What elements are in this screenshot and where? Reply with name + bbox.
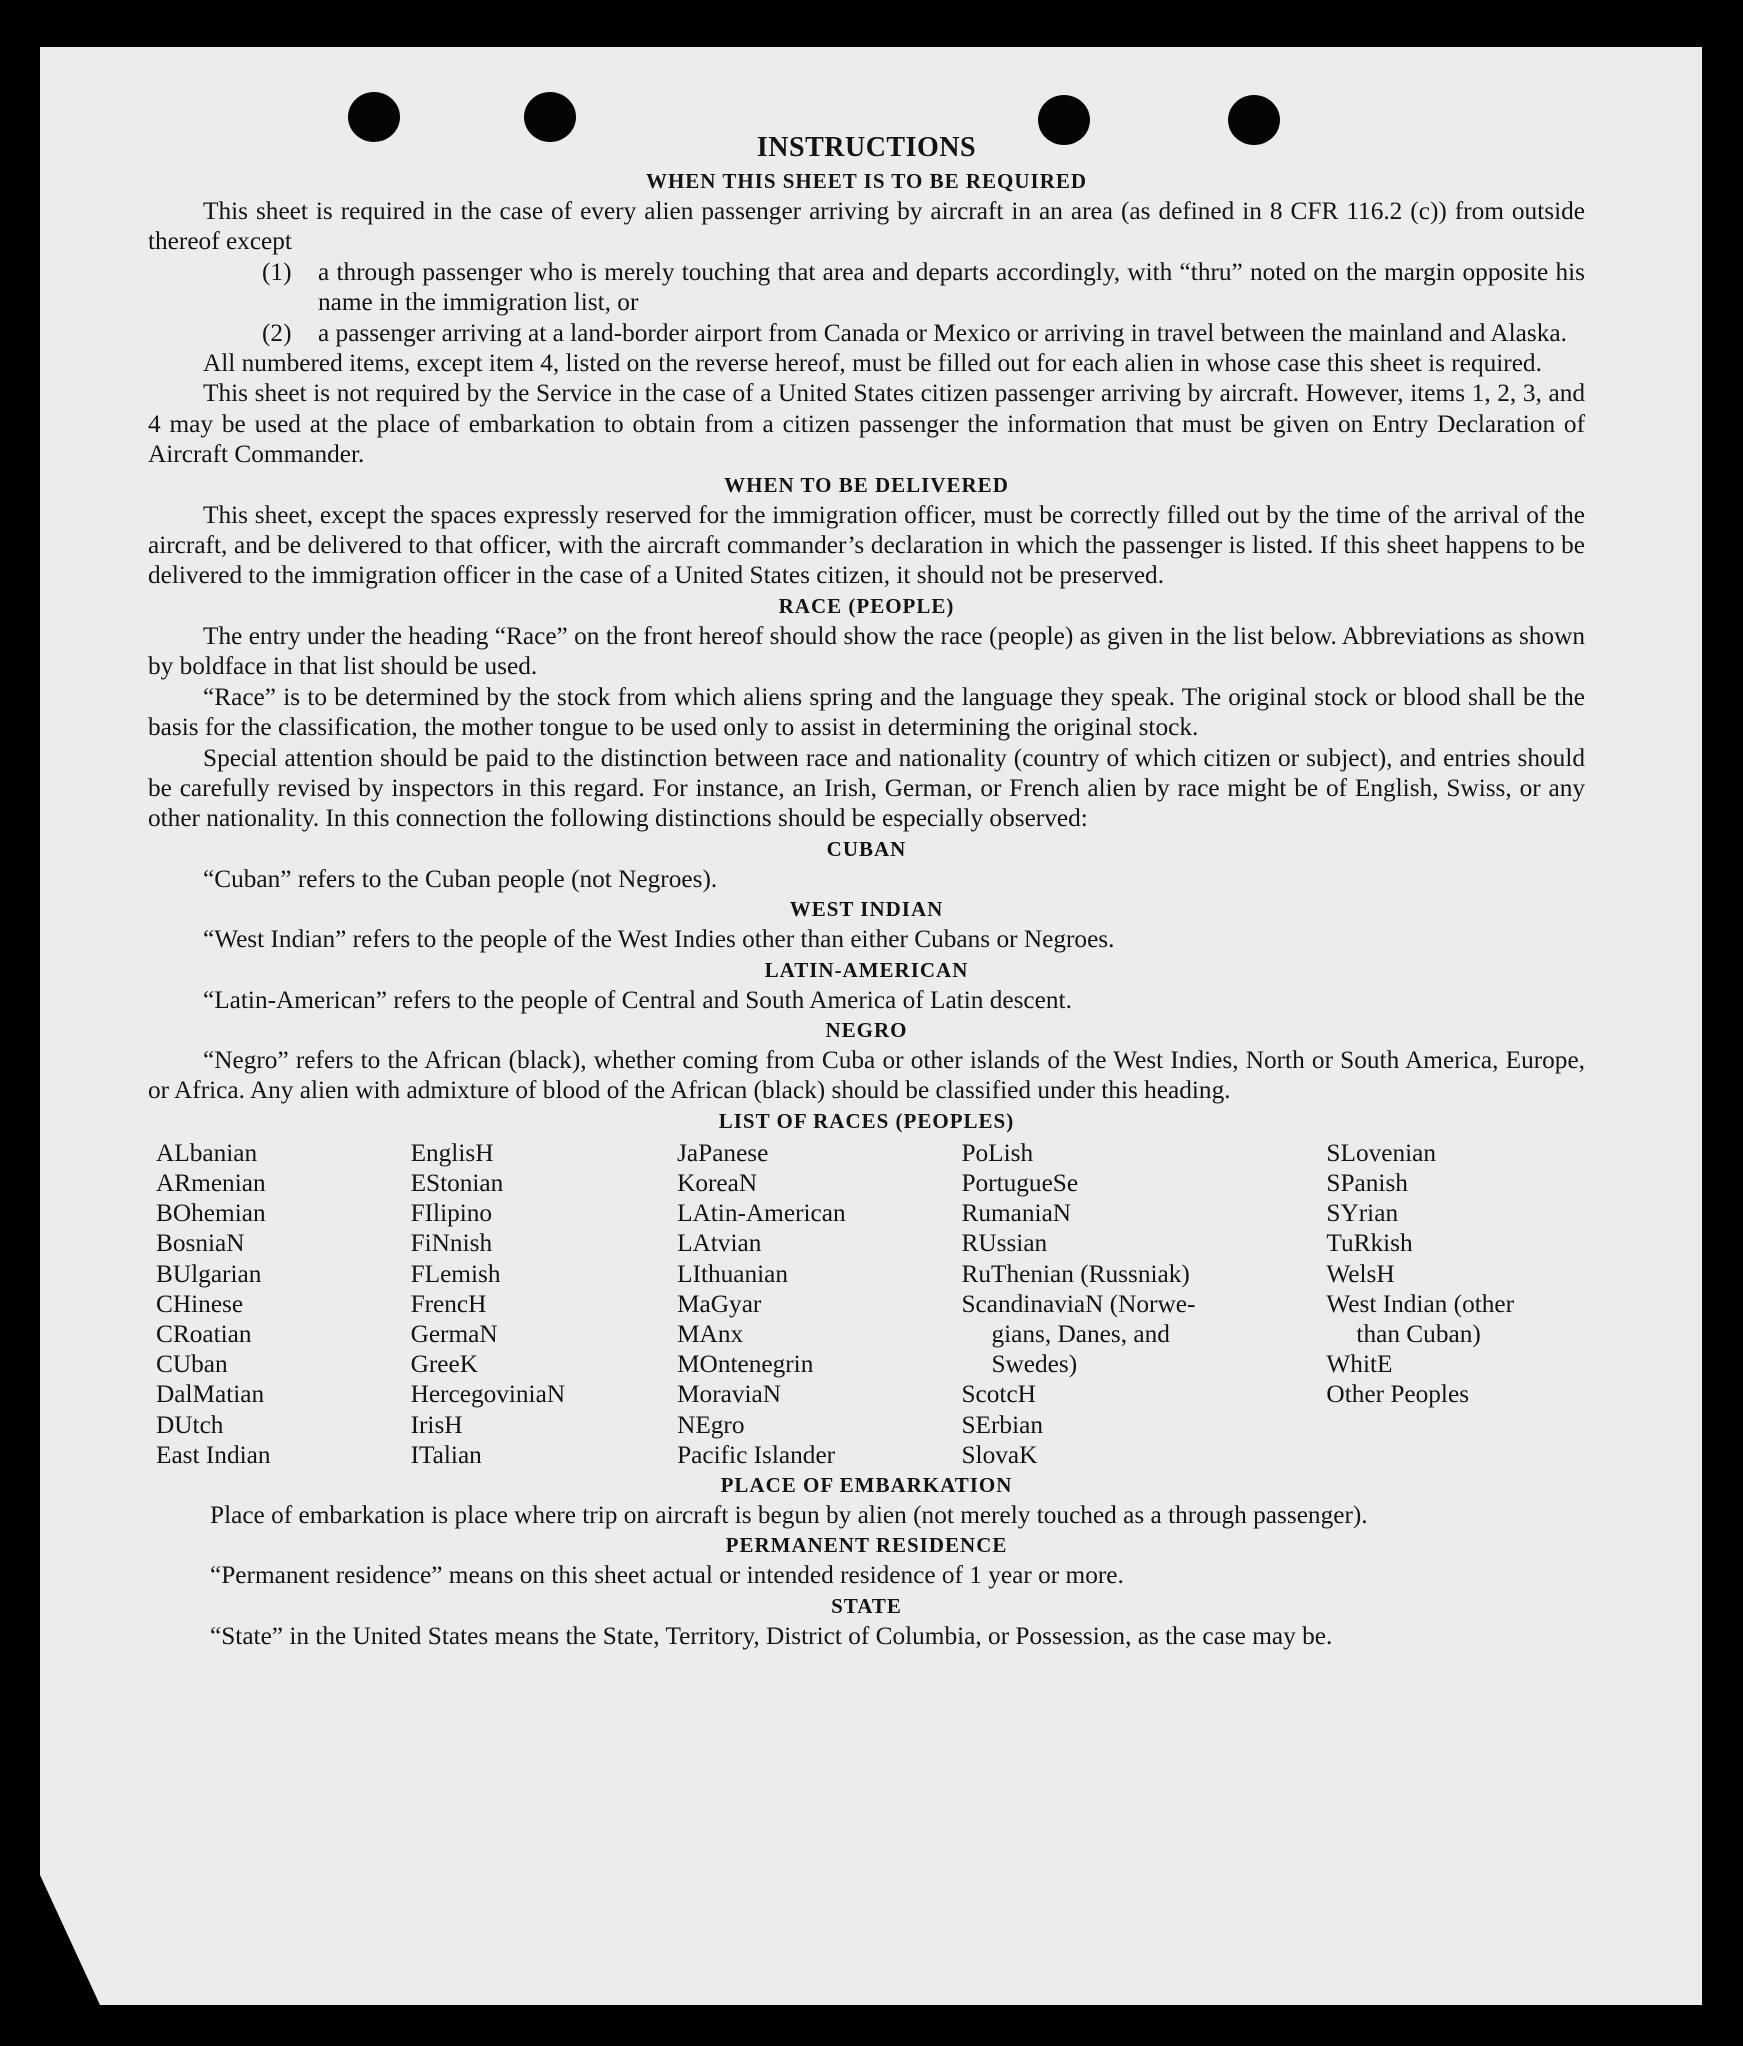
race-entry: SLovenian (1326, 1138, 1437, 1167)
paragraph: This sheet is not required by the Service in the case of a United States citizen passenger arriving by aircraft. However, items 1, 2, 3, and 4 may be used at the place of embarkation to obtain from a citizen passenger the information that must be given on Entry Declaration of Aircraft Commander. (148, 379, 1585, 469)
race-entry: FrencH (410, 1289, 487, 1318)
race-list (148, 1136, 1585, 1470)
paragraph: “Negro” refers to the African (black), whether coming from Cuba or other islands of the West Indies, North or South America, Europe, or Africa. Any alien with admixture of blood of the African (black) should be classified under this heading. (148, 1045, 1585, 1105)
race-entry: East Indian (156, 1440, 271, 1469)
section-heading: LATIN-AMERICAN (764, 957, 969, 982)
paragraph: “West Indian” refers to the people of the West Indies other than either Cubans or Negroes. (203, 925, 1115, 954)
race-entry: RumaniaN (961, 1199, 1072, 1228)
section-heading: WEST INDIAN (789, 897, 944, 922)
race-entry: CHinese (156, 1289, 244, 1318)
race-entry: SPanish (1326, 1168, 1408, 1197)
paragraph: “State” in the United States means the State, Territory, District of Columbia, or Possession, as the case may be. (210, 1621, 1333, 1650)
section-heading: RACE (PEOPLE) (778, 593, 955, 618)
race-column (1326, 1138, 1577, 1470)
numbered-item (148, 318, 1585, 348)
paragraph: This sheet is required in the case of every alien passenger arriving by aircraft in an area (as defined in 8 CFR 116.2 (c)) from outside thereof except (148, 197, 1585, 256)
race-entry: SYrian (1326, 1199, 1399, 1228)
race-entry: WhitE (1326, 1350, 1393, 1379)
section-heading: PERMANENT RESIDENCE (725, 1533, 1008, 1558)
section-heading: WHEN TO BE DELIVERED (724, 472, 1009, 497)
race-entry: SlovaK (961, 1440, 1038, 1469)
torn-corner (40, 1875, 100, 2005)
race-entry: CUban (156, 1350, 228, 1379)
race-entry-continued: than Cuban) (1356, 1319, 1481, 1348)
section-heading: NEGRO (825, 1017, 908, 1042)
race-entry-continued: Swedes) (991, 1350, 1078, 1379)
page-title: INSTRUCTIONS (756, 132, 977, 163)
section-heading: WHEN THIS SHEET IS TO BE REQUIRED (645, 169, 1088, 193)
race-entry: FiNnish (410, 1229, 493, 1258)
paragraph: The entry under the heading “Race” on the front hereof should show the race (people) as given in the list below. Abbreviations as shown by boldface in that list should be used. (148, 621, 1585, 681)
item-text: a through passenger who is merely touching that area and departs accordingly, with “thru” noted on the margin opposite his name in the immigration list, or (318, 257, 1585, 317)
race-entry: PoLish (961, 1138, 1034, 1167)
race-column (961, 1138, 1326, 1470)
race-entry: LAtin-American (677, 1199, 846, 1228)
race-entry: GreeK (410, 1350, 478, 1379)
instructions-body (148, 130, 1585, 1651)
race-entry: NEgro (677, 1410, 745, 1439)
race-entry: ITalian (410, 1440, 482, 1469)
race-entry: HercegoviniaN (410, 1380, 566, 1409)
race-entry: MaGyar (677, 1289, 762, 1318)
race-column (156, 1138, 411, 1470)
race-entry: DalMatian (156, 1380, 265, 1409)
race-entry: BosniaN (156, 1229, 245, 1258)
race-entry: IrisH (410, 1410, 463, 1439)
paragraph: “Latin-American” refers to the people of Central and South America of Latin descent. (203, 985, 1072, 1014)
document-sheet (40, 47, 1702, 2005)
paragraph: All numbered items, except item 4, listed on the reverse hereof, must be filled out for each alien in whose case this sheet is required. (203, 349, 1542, 378)
item-text: a passenger arriving at a land-border airport from Canada or Mexico or arriving in travel between the mainland and Alaska. (318, 318, 1567, 347)
section-heading: LIST OF RACES (PEOPLES) (718, 1108, 1015, 1133)
race-entry: West Indian (other (1326, 1289, 1515, 1318)
race-entry: CRoatian (156, 1319, 252, 1348)
race-entry: ALbanian (156, 1138, 258, 1167)
race-entry: FIlipino (410, 1199, 493, 1228)
paragraph: Place of embarkation is place where trip on aircraft is begun by alien (not merely touched as a through passenger). (210, 1500, 1368, 1529)
race-entry: MOntenegrin (677, 1350, 814, 1379)
race-entry: ARmenian (156, 1168, 266, 1197)
race-entry: KoreaN (677, 1168, 758, 1197)
race-entry: ScotcH (961, 1380, 1036, 1409)
race-entry: SErbian (961, 1410, 1043, 1439)
race-entry: EnglisH (410, 1138, 494, 1167)
race-entry: JaPanese (677, 1138, 769, 1167)
race-entry: Pacific Islander (677, 1440, 836, 1469)
race-entry: EStonian (410, 1168, 504, 1197)
race-entry: LIthuanian (677, 1259, 789, 1288)
numbered-item (148, 257, 1585, 318)
race-entry: LAtvian (677, 1229, 762, 1258)
item-number: (1) (262, 257, 292, 286)
race-column (411, 1138, 678, 1470)
paragraph: “Permanent residence” means on this sheet actual or intended residence of 1 year or more. (210, 1561, 1124, 1590)
paragraph: “Cuban” refers to the Cuban people (not Negroes). (203, 864, 718, 893)
section-heading: CUBAN (826, 836, 907, 861)
race-entry: WelsH (1326, 1259, 1395, 1288)
race-entry: PortugueSe (961, 1168, 1079, 1197)
race-column (677, 1138, 961, 1470)
section-heading: PLACE OF EMBARKATION (720, 1472, 1013, 1497)
race-entry: FLemish (410, 1259, 501, 1288)
race-entry: TuRkish (1326, 1229, 1413, 1258)
paragraph: Special attention should be paid to the distinction between race and nationality (country of which citizen or subject), and entries should be carefully revised by inspectors in this regard. For instance, an Irish, German, or French alien by race might be of English, Swiss, or any other nationality. In this connection the following distinctions should be especially observed: (148, 743, 1585, 833)
race-entry: DUtch (156, 1410, 224, 1439)
section-heading: STATE (831, 1593, 902, 1618)
race-entry: ScandinaviaN (Norwe- (961, 1289, 1196, 1318)
paragraph: This sheet, except the spaces expressly reserved for the immigration officer, must be correctly filled out by the time of the arrival of the aircraft, and be delivered to that officer, with the aircraft commander’s declaration in which the passenger is listed. If this sheet happens to be delivered to the immigration officer in the case of a United States citizen, it should not be preserved. (148, 500, 1585, 590)
race-entry: RUssian (961, 1229, 1048, 1258)
race-entry: GermaN (410, 1319, 498, 1348)
item-number: (2) (262, 318, 292, 347)
race-entry: MoraviaN (677, 1380, 782, 1409)
race-entry: MAnx (677, 1319, 744, 1348)
race-entry: BOhemian (156, 1199, 266, 1228)
race-entry: BUlgarian (156, 1259, 262, 1288)
paragraph: “Race” is to be determined by the stock from which aliens spring and the language they speak. The original stock or blood shall be the basis for the classification, the mother tongue to be used only to assist in determining the original stock. (148, 682, 1585, 742)
race-entry: Other Peoples (1326, 1380, 1470, 1409)
race-entry-continued: gians, Danes, and (991, 1319, 1170, 1348)
race-entry: RuThenian (Russniak) (961, 1259, 1190, 1288)
